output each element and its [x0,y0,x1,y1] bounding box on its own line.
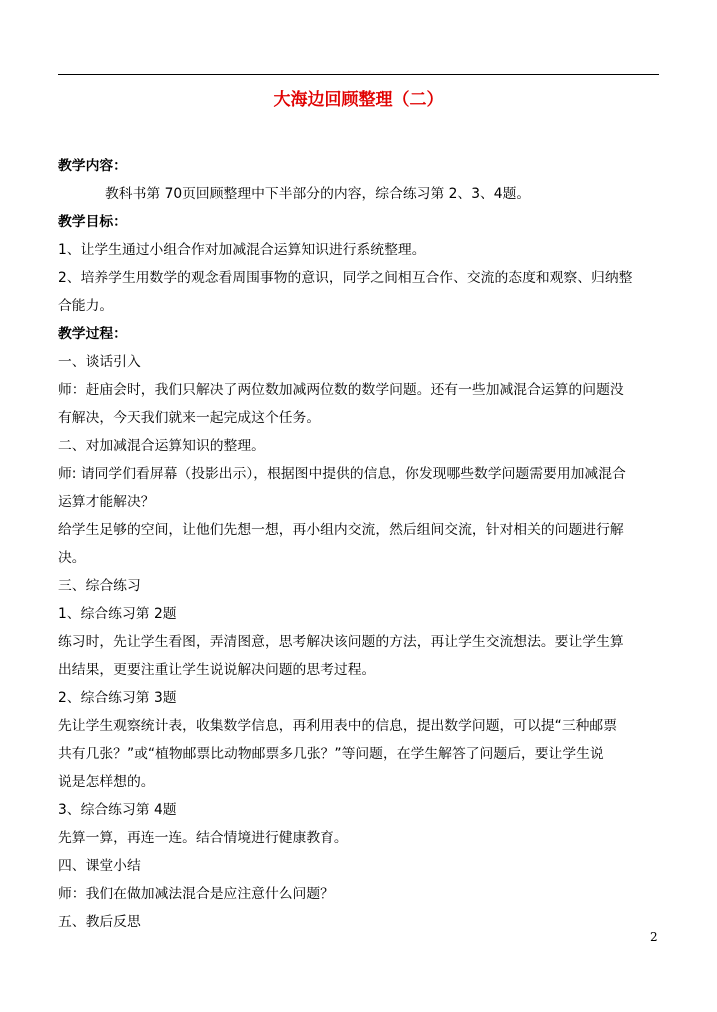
paragraph: 1、让学生通过小组合作对加减混合运算知识进行系统整理。 [58,242,426,258]
subsection-heading: 3、综合练习第 4题 [58,802,177,818]
paragraph: 给学生足够的空间，让他们先想一想，再小组内交流，然后组间交流，针对相关的问题进行解 [58,522,624,538]
section-heading: 二、对加减混合运算知识的整理。 [58,438,265,454]
header-rule [58,74,659,75]
paragraph: 2、培养学生用数学的观念看周围事物的意识，同学之间相互合作、交流的态度和观察、归纳整 [58,270,633,286]
paragraph: 有解决，今天我们就来一起完成这个任务。 [58,410,321,426]
heading-teaching-goals: 教学目标： [58,214,127,230]
paragraph: 先让学生观察统计表，收集数学信息，再利用表中的信息，提出数学问题，可以提“三种邮票 [58,718,618,734]
paragraph: 师：赶庙会时，我们只解决了两位数加减两位数的数学问题。还有一些加减混合运算的问题没 [58,382,624,398]
paragraph: 师：我们在做加减法混合是应注意什么问题？ [58,886,334,902]
section-heading: 一、谈话引入 [58,354,141,370]
subsection-heading: 2、综合练习第 3题 [58,690,177,706]
paragraph: 教科书第 70页回顾整理中下半部分的内容，综合练习第 2、3、4题。 [105,186,531,202]
section-heading: 五、教后反思 [58,914,141,930]
subsection-heading: 1、综合练习第 2题 [58,606,177,622]
paragraph: 决。 [58,550,86,566]
paragraph: 合能力。 [58,298,114,314]
page-title: 大海边回顾整理（二） [273,90,444,110]
paragraph: 运算才能解决？ [58,494,155,510]
heading-teaching-process: 教学过程： [58,326,127,342]
paragraph: 说是怎样想的。 [58,774,155,790]
page-number: 2 [650,930,658,944]
paragraph: 共有几张？”或“植物邮票比动物邮票多几张？”等问题，在学生解答了问题后，要让学生说 [58,746,604,762]
paragraph: 先算一算，再连一连。结合情境进行健康教育。 [58,830,348,846]
section-heading: 四、课堂小结 [58,858,141,874]
document-body [58,152,662,936]
paragraph: 师: 请同学们看屏幕（投影出示），根据图中提供的信息，你发现哪些数学问题需要用加减混合 [58,466,626,482]
paragraph: 练习时，先让学生看图，弄清图意，思考解决该问题的方法，再让学生交流想法。要让学生算 [58,634,624,650]
paragraph: 出结果，更要注重让学生说说解决问题的思考过程。 [58,662,376,678]
section-heading: 三、综合练习 [58,578,141,594]
heading-teaching-content: 教学内容： [58,158,127,174]
